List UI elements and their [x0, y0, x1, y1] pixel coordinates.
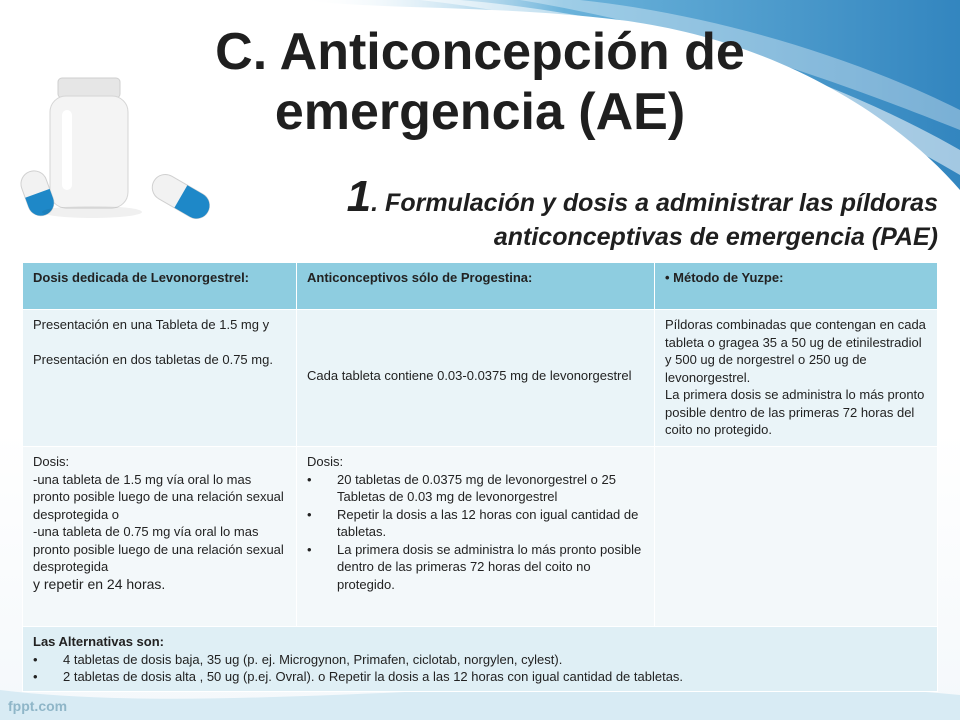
table-header-row: [23, 263, 938, 310]
progestina-dose-list: [307, 471, 647, 594]
subtitle-number: 1: [346, 172, 372, 221]
header-levonorgestrel: Dosis dedicada de Levonorgestrel:: [23, 263, 297, 310]
section-subtitle: [178, 172, 938, 254]
cell-empty: [655, 447, 938, 627]
title-line-1: C. Anticoncepción de: [215, 23, 745, 81]
cell-presentation: [23, 310, 297, 447]
cell-alternatives: [23, 627, 938, 692]
cell-progestina-dose: [297, 447, 655, 627]
table-row: [23, 627, 938, 692]
presentation-two-tablets: Presentación en dos tabletas de 0.75 mg.: [33, 351, 273, 367]
tablet-content-text: Cada tableta contiene 0.03-0.0375 mg de levonorgestrel: [307, 367, 632, 383]
header-progestina: Anticonceptivos sólo de Progestina:: [297, 263, 655, 310]
title-line-2: emergencia (AE): [274, 83, 686, 141]
alternative-low-dose-text: 4 tabletas de dosis baja, 35 ug (p. ej. Microgynon, Primafen, ciclotab, norgylen, cylest).: [63, 651, 563, 667]
alternative-low-dose: [33, 651, 930, 669]
page-title: [140, 22, 820, 142]
table-row: [23, 310, 938, 447]
fppt-logo: fppt.com: [8, 698, 68, 714]
alternatives-label: Las Alternativas son:: [33, 634, 165, 649]
dose-line-3: y repetir en 24 horas.: [33, 575, 166, 592]
subtitle-line-1: . Formulación y dosis a administrar las píldoras: [371, 189, 938, 217]
dosage-table: [22, 262, 938, 692]
alternative-high-dose: [33, 668, 930, 686]
cell-yuzpe-description: [655, 310, 938, 447]
dose-label: Dosis:: [33, 454, 70, 469]
list-item: • La primera dosis se administra lo más pronto posible dentro de las primeras 72 horas del coito no protegido.: [337, 541, 647, 594]
subtitle-line-2: anticonceptivas de emergencia (PAE): [493, 223, 938, 251]
yuzpe-pills-text: Píldoras combinadas que contengan en cada tableta o gragea 35 a 50 ug de etinilestradiol y 500 ug de norgestrel o 250 ug de levonorgestrel.: [665, 317, 926, 385]
header-yuzpe: • Método de Yuzpe:: [655, 263, 938, 310]
dose-label: Dosis:: [307, 454, 344, 469]
cell-levonorgestrel-dose: [23, 447, 297, 627]
yuzpe-first-dose-text: La primera dosis se administra lo más pronto posible dentro de las primeras 72 horas del coito no protegido.: [665, 387, 925, 437]
list-item: • Repetir la dosis a las 12 horas con igual cantidad de tabletas.: [337, 506, 647, 541]
dose-line-2: -una tableta de 0.75 mg vía oral lo mas pronto posible luego de una relación sexual desprotegida: [33, 524, 284, 574]
list-item: • 20 tabletas de 0.0375 mg de levonorgestrel o 25 Tabletas de 0.03 mg de levonorgestrel: [337, 471, 647, 506]
cell-tablet-content: [297, 310, 655, 447]
alternative-high-dose-text: 2 tabletas de dosis alta , 50 ug (p.ej. Ovral). o Repetir la dosis a las 12 horas con igual cantidad de tabletas.: [63, 669, 684, 684]
dose-line-1: -una tableta de 1.5 mg vía oral lo mas pronto posible luego de una relación sexual desprotegida o: [33, 471, 284, 522]
presentation-one-tablet: Presentación en una Tableta de 1.5 mg y: [33, 317, 270, 332]
table-row: [23, 447, 938, 627]
